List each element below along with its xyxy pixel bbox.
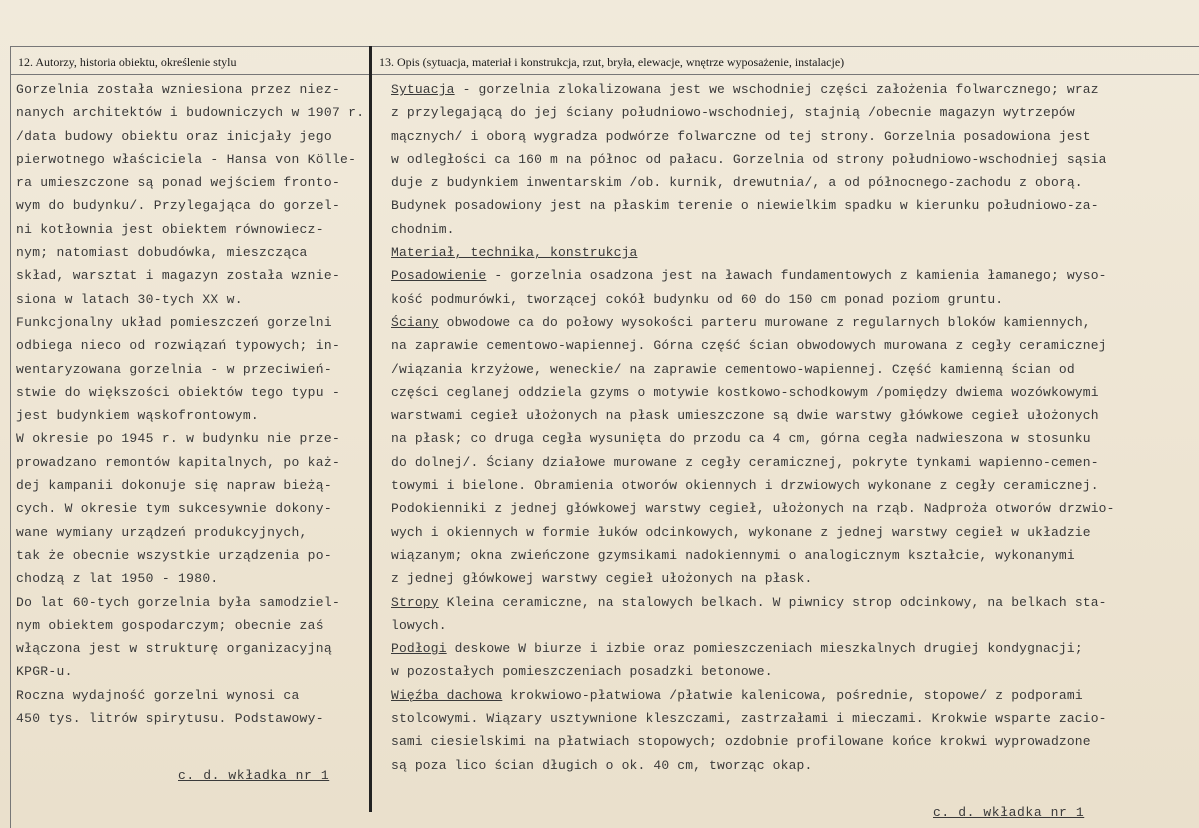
text-line: pierwotnego właściciela - Hansa von Kölle- xyxy=(16,151,357,167)
text-line xyxy=(391,591,1191,614)
line-text: części ceglanej oddziela gzyms o motywie kostkowo-schodkowym /pomiędzy dwiema wozówkowymi xyxy=(391,384,1099,400)
line-text: są poza lico ścian długich o ok. 40 cm, tworząc okap. xyxy=(391,757,813,773)
line-text: wych i okiennych w formie łuków odcinkowych, wykonane z jednej warstwy cegieł w układzie xyxy=(391,524,1091,540)
section-label: Materiał, technika, konstrukcja xyxy=(391,245,638,261)
text-line: skład, warsztat i magazyn została wznie- xyxy=(16,268,341,284)
line-text: krokwiowo-płatwiowa /płatwie kalenicowa, pośrednie, stopowe/ z podporami xyxy=(502,687,1083,703)
text-line xyxy=(391,614,1191,637)
text-line xyxy=(391,404,1191,427)
text-line xyxy=(391,730,1191,753)
section-label: Podłogi xyxy=(391,641,447,657)
line-text: - gorzelnia zlokalizowana jest we wschodniej części założenia folwarcznego; wraz xyxy=(454,82,1099,97)
line-text: mącznych/ i oborą wygradza podwórze folwarczne od tej strony. Gorzelnia posadowiona jest xyxy=(391,128,1091,144)
line-text: Podokienniki z jednej główkowej warstwy cegieł, ułożonych na rząb. Nadproża otworów drzwio- xyxy=(391,501,1115,517)
line-text: lowych. xyxy=(391,617,447,633)
text-line xyxy=(391,474,1191,497)
text-line xyxy=(391,637,1191,660)
text-line: Funkcjonalny układ pomieszczeń gorzelni xyxy=(16,314,332,330)
line-text: duje z budynkiem inwentarskim /ob. kurnik, drewutnia/, a od północnego-zachodu z oborą. xyxy=(391,175,1083,191)
section-label: Posadowienie xyxy=(391,268,487,284)
text-line xyxy=(391,660,1191,683)
line-text: w odległości ca 160 m na północ od pałacu. Gorzelnia od strony południowo-wschodniej sąsia xyxy=(391,151,1107,167)
text-line: wentaryzowana gorzelnia - w przeciwień- xyxy=(16,361,332,377)
line-text: wiązanym; okna zwieńczone gzymsikami nadokiennymi o analogicznym kształcie, wykonanymi xyxy=(391,547,1075,563)
line-text: chodnim. xyxy=(391,221,455,237)
text-line xyxy=(391,427,1191,450)
line-text: kość podmurówki, tworzącej cokół budynku od 60 do 150 cm ponad poziom gruntu. xyxy=(391,291,1004,307)
line-text: z przylegającą do jej ściany południowo-wschodniej, stajnią /obecnie magazyn wytrzepów xyxy=(391,105,1075,121)
text-line xyxy=(391,544,1191,567)
text-line xyxy=(391,521,1191,544)
text-line xyxy=(391,707,1191,730)
line-text: /wiązania krzyżowe, weneckie/ na zaprawie cementowo-wapiennej. Część kamienną ścian od xyxy=(391,361,1075,377)
line-text: stolcowymi. Wiązary usztywnione kleszczami, zastrzałami i mieczami. Krokwie wsparte zacio- xyxy=(391,711,1107,727)
text-line xyxy=(391,381,1191,404)
text-line xyxy=(391,358,1191,381)
text-line: jest budynkiem wąskofrontowym. xyxy=(16,408,260,424)
line-text: do dolnej/. Ściany działowe murowane z cegły ceramicznej, pokryte tynkami wapienno-cemen- xyxy=(391,454,1099,470)
text-line xyxy=(391,684,1191,707)
line-text: Budynek posadowiony jest na płaskim terenie o niewielkim spadku w kierunku południowo-za- xyxy=(391,198,1099,214)
text-line: włączona jest w strukturę organizacyjną xyxy=(16,641,332,657)
description-column xyxy=(391,78,1191,777)
text-line: prowadzano remontów kapitalnych, po każ- xyxy=(16,454,341,470)
text-line xyxy=(391,171,1191,194)
line-text: na płask; co druga cegła wysunięta do przodu ca 4 cm, górna cegła nadwieszona w stosunku xyxy=(391,431,1091,447)
text-line: W okresie po 1945 r. w budynku nie prze- xyxy=(16,431,341,447)
text-line xyxy=(391,497,1191,520)
line-text: warstwami cegieł ułożonych na płask umieszczone są dwie warstwy główkowe cegieł ułożonych xyxy=(391,408,1099,424)
text-line: tak że obecnie wszystkie urządzenia po- xyxy=(16,547,332,563)
text-line: stwie do większości obiektów tego typu - xyxy=(16,384,341,400)
text-line xyxy=(391,194,1191,217)
section-13-heading: 13. Opis (sytuacja, materiał i konstrukcja, rzut, bryła, elewacje, wnętrze wyposażenie, instalacje) xyxy=(379,55,845,69)
text-line: odbiega nieco od rozwiązań typowych; in- xyxy=(16,338,341,354)
text-line xyxy=(391,567,1191,590)
line-text: towymi i bielone. Obramienia otworów okiennych i drzwiowych wykonane z cegły ceramicznej. xyxy=(391,478,1099,494)
text-line xyxy=(391,451,1191,474)
text-line: ra umieszczone są ponad wejściem fronto- xyxy=(16,175,341,191)
text-line: nym; natomiast dobudówka, mieszcząca xyxy=(16,245,308,261)
text-line: KPGR-u. xyxy=(16,664,73,680)
text-line xyxy=(391,288,1191,311)
line-text: obwodowe ca do połowy wysokości parteru murowane z regularnych bloków kamiennych, xyxy=(438,314,1091,330)
line-text: w pozostałych pomieszczeniach posadzki betonowe. xyxy=(391,664,773,680)
text-line: 450 tys. litrów spirytusu. Podstawowy- xyxy=(16,711,324,727)
text-line: Roczna wydajność gorzelni wynosi ca xyxy=(16,687,300,703)
text-line: wane wymiany urządzeń produkcyjnych, xyxy=(16,524,308,540)
text-line xyxy=(391,311,1191,334)
text-line xyxy=(391,218,1191,241)
text-line: ni kotłownia jest obiektem równowiecz- xyxy=(16,221,324,237)
line-text: sami ciesielskimi na płatwiach stopowych; ozdobnie profilowane końce krokwi wyprowadzone xyxy=(391,734,1091,750)
text-line xyxy=(391,264,1191,287)
section-label: Ściany xyxy=(391,314,439,330)
text-line: wym do budynku/. Przylegająca do gorzel- xyxy=(16,198,341,214)
text-line: Do lat 60-tych gorzelnia była samodziel- xyxy=(16,594,341,610)
text-line: Gorzelnia została wzniesiona przez niez- xyxy=(16,82,341,97)
text-line: siona w latach 30-tych XX w. xyxy=(16,291,243,307)
continuation-note-right: c. d. wkładka nr 1 xyxy=(933,805,1085,820)
continuation-note-left: c. d. wkładka nr 1 xyxy=(178,768,330,783)
text-line: /data budowy obiektu oraz inicjały jego xyxy=(16,128,332,144)
text-line: nym obiektem gospodarczym; obecnie zaś xyxy=(16,617,324,633)
text-line xyxy=(391,148,1191,171)
line-text: na zaprawie cementowo-wapiennej. Górna część ścian obwodowych murowana z cegły ceramicznej xyxy=(391,338,1107,354)
text-line xyxy=(391,241,1191,264)
text-line: cych. W okresie tym sukcesywnie dokony- xyxy=(16,501,332,517)
line-text: - gorzelnia osadzona jest na ławach fundamentowych z kamienia łamanego; wyso- xyxy=(486,268,1107,284)
text-line xyxy=(391,334,1191,357)
section-12-heading: 12. Autorzy, historia obiektu, określenie stylu xyxy=(18,55,237,69)
section-label: Więźba dachowa xyxy=(391,687,503,703)
text-line: dej kampanii dokonuje się napraw bieżą- xyxy=(16,478,332,494)
top-rule xyxy=(10,46,1199,47)
text-line: chodzą z lat 1950 - 1980. xyxy=(16,571,219,587)
text-line xyxy=(391,101,1191,124)
heading-rule xyxy=(10,74,1199,75)
left-rule xyxy=(10,46,11,828)
text-line: nanych architektów i budowniczych w 1907 r. xyxy=(16,105,365,121)
line-text: Kleina ceramiczne, na stalowych belkach. W piwnicy strop odcinkowy, na belkach sta- xyxy=(438,594,1107,610)
line-text: deskowe W biurze i izbie oraz pomieszczeniach mieszkalnych drugiej kondygnacji; xyxy=(446,641,1083,657)
history-column xyxy=(16,78,366,730)
section-label: Stropy xyxy=(391,594,439,610)
section-label: Sytuacja xyxy=(391,82,455,97)
text-line xyxy=(391,754,1191,777)
text-line xyxy=(391,78,1191,101)
line-text: z jednej główkowej warstwy cegieł ułożonych na płask. xyxy=(391,571,813,587)
column-divider xyxy=(369,46,372,812)
text-line xyxy=(391,125,1191,148)
